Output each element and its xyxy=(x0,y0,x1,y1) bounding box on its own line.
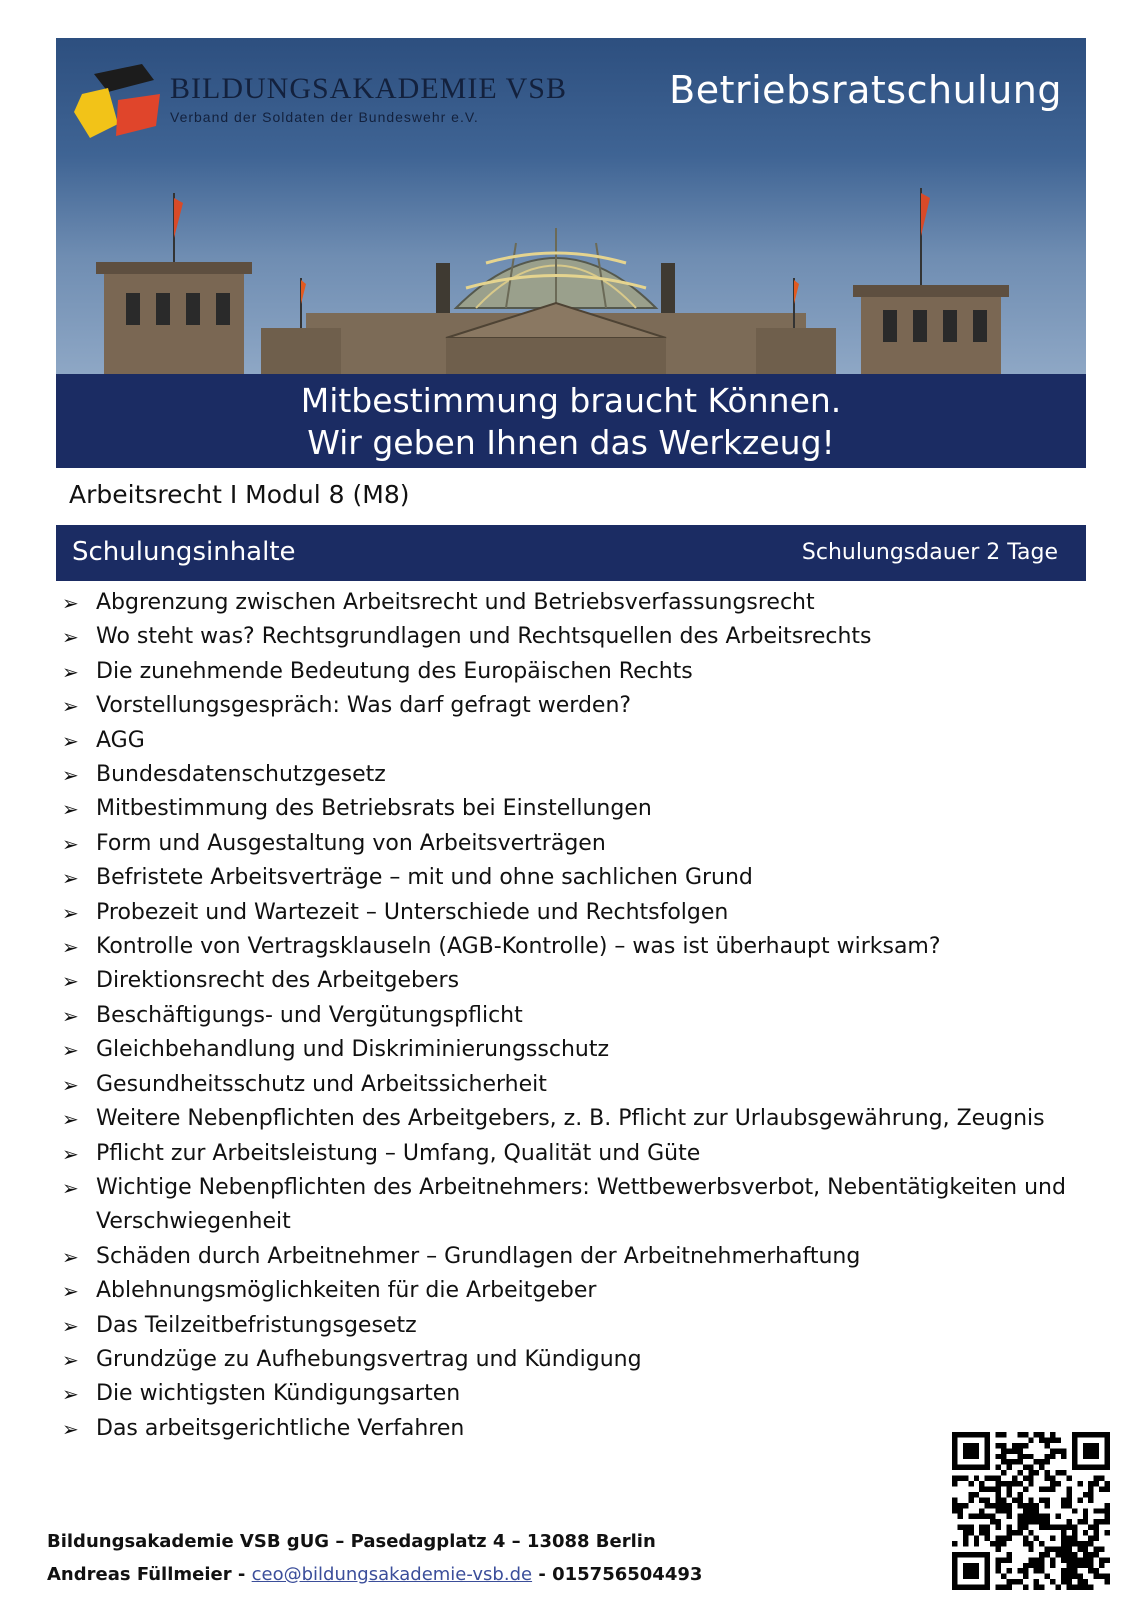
module-title: Arbeitsrecht I Modul 8 (M8) xyxy=(69,480,410,509)
list-item: ➢ Pflicht zur Arbeitsleistung – Umfang, Qualität und Güte xyxy=(62,1137,1082,1171)
arrow-bullet-icon: ➢ xyxy=(62,694,79,719)
arrow-bullet-icon: ➢ xyxy=(62,728,79,753)
section-header xyxy=(56,525,1086,581)
qr-code-icon[interactable] xyxy=(952,1432,1110,1590)
arrow-bullet-icon: ➢ xyxy=(62,1416,79,1441)
list-item: ➢ Gesundheitsschutz und Arbeitssicherheit xyxy=(62,1068,1082,1102)
arrow-bullet-icon: ➢ xyxy=(62,1175,79,1200)
list-item: ➢ Abgrenzung zwischen Arbeitsrecht und Betriebsverfassungsrecht xyxy=(62,586,1082,620)
page-title: Betriebsratschulung xyxy=(669,68,1062,112)
hero-banner xyxy=(56,38,1086,374)
arrow-bullet-icon: ➢ xyxy=(62,1038,79,1063)
list-item: ➢ Bundesdatenschutzgesetz xyxy=(62,758,1082,792)
arrow-bullet-icon: ➢ xyxy=(62,1003,79,1028)
arrow-bullet-icon: ➢ xyxy=(62,969,79,994)
brand-name: BILDUNGSAKADEMIE VSB xyxy=(170,72,567,105)
arrow-bullet-icon: ➢ xyxy=(62,763,79,788)
email-link[interactable]: ceo@bildungsakademie-vsb.de xyxy=(251,1564,533,1585)
brand-subtitle: Verband der Soldaten der Bundeswehr e.V. xyxy=(170,109,479,125)
contact-name: Andreas Füllmeier - xyxy=(47,1564,246,1585)
footer-address: Bildungsakademie VSB gUG – Pasedagplatz 4 – 13088 Berlin xyxy=(47,1531,656,1552)
arrow-bullet-icon: ➢ xyxy=(62,1072,79,1097)
list-item: ➢ Die zunehmende Bedeutung des Europäischen Rechts xyxy=(62,655,1082,689)
arrow-bullet-icon: ➢ xyxy=(62,935,79,960)
arrow-bullet-icon: ➢ xyxy=(62,625,79,650)
arrow-bullet-icon: ➢ xyxy=(62,1279,79,1304)
arrow-bullet-icon: ➢ xyxy=(62,831,79,856)
list-item: ➢ Kontrolle von Vertragsklauseln (AGB-Kontrolle) – was ist überhaupt wirksam? xyxy=(62,930,1082,964)
list-item: ➢ Direktionsrecht des Arbeitgebers xyxy=(62,964,1082,998)
arrow-bullet-icon: ➢ xyxy=(62,1244,79,1269)
arrow-bullet-icon: ➢ xyxy=(62,591,79,615)
arrow-bullet-icon: ➢ xyxy=(62,1382,79,1407)
tagline-banner xyxy=(56,374,1086,468)
list-item: ➢ Vorstellungsgespräch: Was darf gefragt werden? xyxy=(62,689,1082,723)
list-item: ➢ Form und Ausgestaltung von Arbeitsverträgen xyxy=(62,827,1082,861)
arrow-bullet-icon: ➢ xyxy=(62,1313,79,1338)
tagline-line-1: Mitbestimmung braucht Können. xyxy=(300,381,842,420)
list-item: ➢ Probezeit und Wartezeit – Unterschiede und Rechtsfolgen xyxy=(62,896,1082,930)
list-item: ➢ Ablehnungsmöglichkeiten für die Arbeitgeber xyxy=(62,1274,1082,1308)
list-item: ➢ Grundzüge zu Aufhebungsvertrag und Kündigung xyxy=(62,1343,1082,1377)
list-item: ➢ AGG xyxy=(62,724,1082,758)
arrow-bullet-icon: ➢ xyxy=(62,866,79,891)
arrow-bullet-icon: ➢ xyxy=(62,900,79,925)
list-item: ➢ Weitere Nebenpflichten des Arbeitgebers, z. B. Pflicht zur Urlaubsgewährung, Zeugnis xyxy=(62,1102,1082,1136)
list-item: ➢ Die wichtigsten Kündigungsarten xyxy=(62,1377,1082,1411)
arrow-bullet-icon: ➢ xyxy=(62,659,79,684)
phone-number: - 015756504493 xyxy=(538,1564,703,1585)
list-item: ➢ Beschäftigungs- und Vergütungspflicht xyxy=(62,999,1082,1033)
section-title: Schulungsinhalte xyxy=(72,537,296,567)
list-item: ➢ Befristete Arbeitsverträge – mit und ohne sachlichen Grund xyxy=(62,861,1082,895)
list-item: ➢ Schäden durch Arbeitnehmer – Grundlagen der Arbeitnehmerhaftung xyxy=(62,1240,1082,1274)
academy-logo-icon xyxy=(68,64,164,144)
topic-list xyxy=(62,586,1082,1446)
training-duration: Schulungsdauer 2 Tage xyxy=(801,540,1058,565)
list-item: ➢ Wo steht was? Rechtsgrundlagen und Rechtsquellen des Arbeitsrechts xyxy=(62,620,1082,654)
tagline-line-2: Wir geben Ihnen das Werkzeug! xyxy=(307,423,835,462)
list-item: ➢ Das Teilzeitbefristungsgesetz xyxy=(62,1309,1082,1343)
arrow-bullet-icon: ➢ xyxy=(62,797,79,822)
arrow-bullet-icon: ➢ xyxy=(62,1347,79,1372)
list-item: ➢ Das arbeitsgerichtliche Verfahren xyxy=(62,1412,1082,1446)
list-item: ➢ Mitbestimmung des Betriebsrats bei Einstellungen xyxy=(62,792,1082,826)
arrow-bullet-icon: ➢ xyxy=(62,1141,79,1166)
footer-contact xyxy=(47,1564,702,1585)
list-item: ➢ Wichtige Nebenpflichten des Arbeitnehmers: Wettbewerbsverbot, Nebentätigkeiten und Verschwiegenheit xyxy=(62,1171,1082,1240)
arrow-bullet-icon: ➢ xyxy=(62,1107,79,1132)
list-item: ➢ Gleichbehandlung und Diskriminierungsschutz xyxy=(62,1033,1082,1067)
